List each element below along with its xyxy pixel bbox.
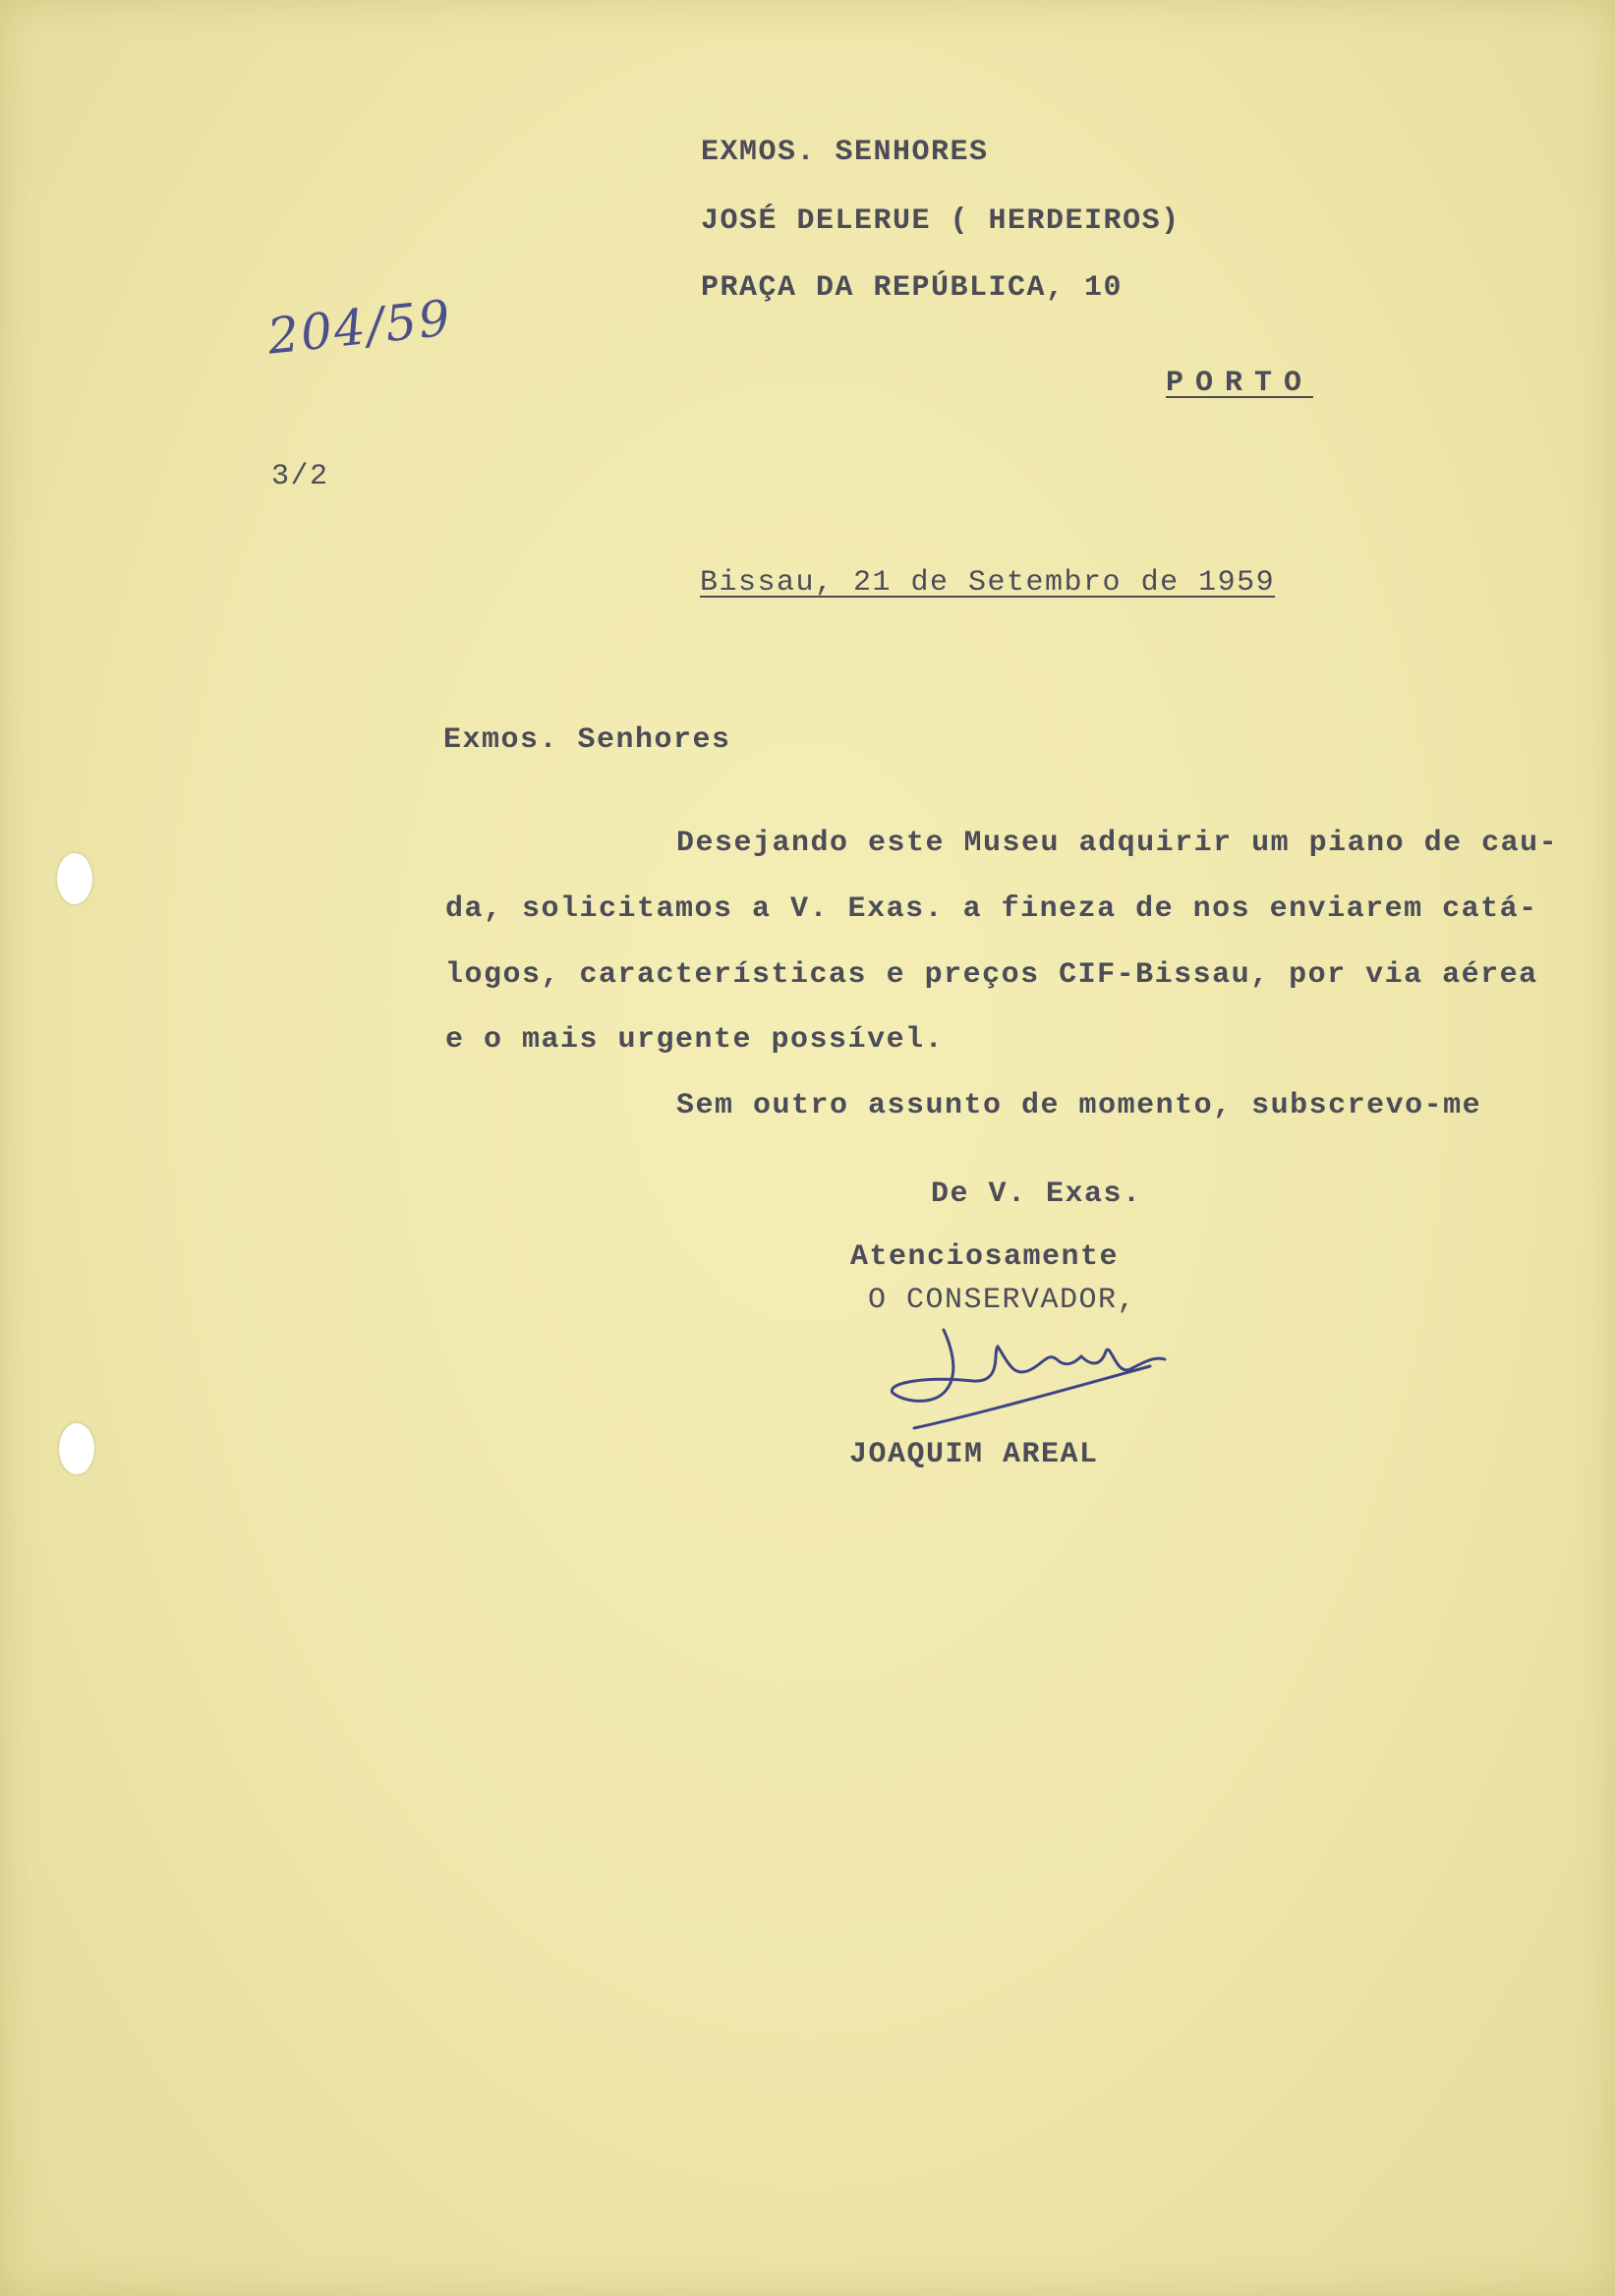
recipient-address: PRAÇA DA REPÚBLICA, 10	[701, 271, 1124, 305]
signer-name: JOAQUIM AREAL	[849, 1438, 1099, 1471]
handwritten-number: 204/59	[264, 289, 455, 366]
body-line-5: Sem outro assunto de momento, subscrevo-me	[676, 1089, 1482, 1122]
recipient-salutation: EXMOS. SENHORES	[701, 136, 989, 169]
recipient-city: PORTO	[1166, 367, 1314, 400]
punch-hole-bottom	[59, 1423, 94, 1474]
date-line: Bissau, 21 de Setembro de 1959	[700, 566, 1276, 600]
closing-line-1: De V. Exas.	[931, 1177, 1142, 1211]
punch-hole-top	[57, 853, 92, 904]
closing-line-2: Atenciosamente	[850, 1240, 1120, 1274]
body-line-4: e o mais urgente possível.	[445, 1023, 945, 1057]
signer-title: O CONSERVADOR,	[868, 1284, 1137, 1317]
recipient-name: JOSÉ DELERUE ( HERDEIROS)	[701, 204, 1181, 238]
signature-mark	[885, 1322, 1170, 1440]
greeting: Exmos. Senhores	[443, 723, 731, 757]
reference-number: 3/2	[271, 460, 329, 493]
body-line-3: logos, características e preços CIF-Bissau, por via aérea	[445, 958, 1538, 992]
body-line-2: da, solicitamos a V. Exas. a fineza de nos enviarem catá-	[445, 892, 1538, 926]
body-line-1: Desejando este Museu adquirir um piano de cau-	[676, 827, 1559, 860]
